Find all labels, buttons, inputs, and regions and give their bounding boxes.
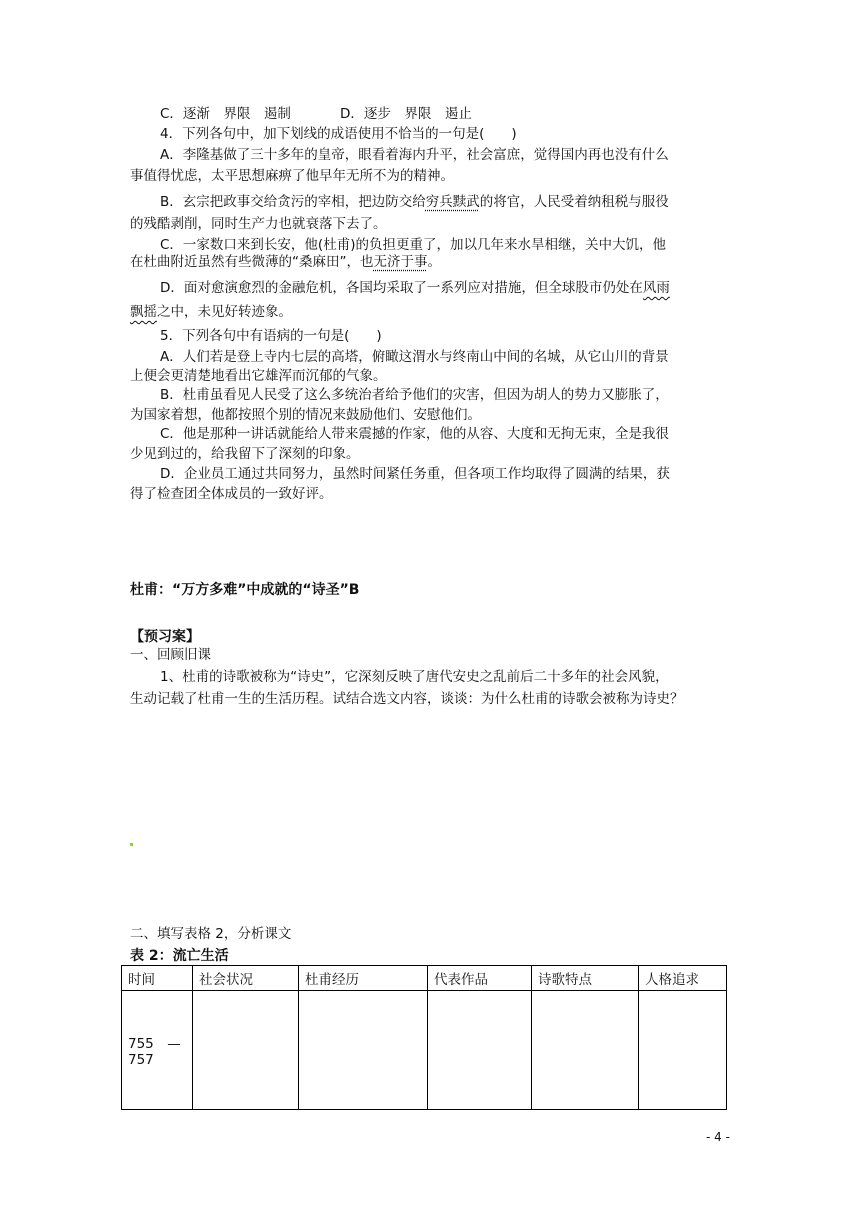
q4-a-line1: A．李隆基做了三十多年的皇帝，眼看着海内升平，社会富庶，觉得国内再也没有什么 — [160, 147, 669, 163]
q4-d-idiom-part2: 飘摇 — [130, 304, 157, 320]
society-cell[interactable] — [193, 991, 299, 1110]
time-line2: 757 — [128, 1052, 154, 1068]
q5-c-line2: 少见到过的，给我留下了深刻的印象。 — [130, 446, 360, 462]
q5-b-line2: 为国家着想，他都按照个别的情况来鼓励他们、安慰他们。 — [130, 407, 481, 423]
features-cell[interactable] — [532, 991, 639, 1110]
option-c: C．逐渐 界限 遏制 — [160, 106, 291, 122]
table-title: 表 2：流亡生活 — [130, 948, 229, 964]
option-d: D．逐步 界限 遏止 — [340, 106, 472, 122]
header-works: 代表作品 — [428, 966, 532, 991]
q4-stem: 4．下列各句中，加下划线的成语使用不恰当的一句是( ) — [160, 126, 517, 142]
q4-c-line2 — [130, 252, 441, 272]
review-question-line2: 生动记载了杜甫一生的生活历程。试结合选文内容，谈谈：为什么杜甫的诗歌会被称为诗史？ — [130, 691, 684, 707]
q4-c-idiom: 无济于事 — [373, 254, 428, 270]
q5-b-line1: B．杜甫虽看见人民受了这么多统治者给予他们的灾害，但因为胡人的势力又膨胀了， — [160, 387, 669, 403]
works-cell[interactable] — [428, 991, 532, 1110]
q4-b-line2: 的残酷剥削，同时生产力也就衰落下去了。 — [130, 216, 387, 232]
life-table — [121, 965, 727, 1110]
page-number: - 4 - — [706, 1130, 730, 1144]
q4-b-idiom: 穷兵黩武 — [425, 194, 480, 210]
q5-c-line1: C．他是那种一讲话就能给人带来震撼的作家，他的从容、大度和无拘无束，全是我很 — [160, 426, 669, 442]
q4-b-pre: B．玄宗把政事交给贪污的宰相，把边防交给 — [160, 194, 426, 210]
header-society: 社会状况 — [193, 966, 299, 991]
section-title: 杜甫：“万方多难”中成就的“诗圣”B — [130, 582, 360, 598]
fill-table-heading: 二、填写表格 2，分析课文 — [130, 926, 292, 942]
q4-d-idiom-part1: 风雨 — [642, 280, 670, 296]
q4-d-line1 — [160, 278, 670, 298]
time-cell — [122, 991, 193, 1110]
table-header-row — [122, 966, 727, 991]
review-heading: 一、回顾旧课 — [130, 647, 211, 663]
q4-b-post: 的将官，人民受着纳租税与服役 — [479, 194, 669, 210]
preview-title: 【预习案】 — [130, 629, 200, 645]
stray-mark — [130, 843, 133, 846]
review-question-line1: 1、杜甫的诗歌被称为“诗史”，它深刻反映了唐代安史之乱前后二十多年的社会风貌， — [160, 669, 669, 685]
q4-c-pre: 在杜曲附近虽然有些微薄的“桑麻田”，也 — [130, 254, 374, 270]
q5-d-line1: D．企业员工通过共同努力，虽然时间紧任务重，但各项工作均取得了圆满的结果，获 — [160, 466, 670, 482]
header-time: 时间 — [122, 966, 193, 991]
experience-cell[interactable] — [299, 991, 428, 1110]
q5-a-line2: 上便会更清楚地看出它雄浑而沉郁的气象。 — [130, 368, 387, 384]
q4-b-line1 — [160, 192, 669, 212]
q5-d-line2: 得了检查团全体成员的一致好评。 — [130, 486, 333, 502]
header-experience: 杜甫经历 — [299, 966, 428, 991]
q5-a-line1: A．人们若是登上寺内七层的高塔，俯瞰这渭水与终南山中间的名城，从它山川的背景 — [160, 349, 669, 365]
header-features: 诗歌特点 — [532, 966, 639, 991]
q4-d-post: 之中，未见好转迹象。 — [157, 304, 292, 320]
q4-d-pre: D．面对愈演愈烈的金融危机，各国均采取了一系列应对措施，但全球股市仍处在 — [160, 280, 643, 296]
q5-stem: 5．下列各句中有语病的一句是( ) — [160, 328, 382, 344]
table-row — [122, 991, 727, 1110]
q4-c-line1: C．一家数口来到长安，他(杜甫)的负担更重了，加以几年来水旱相继，关中大饥，他 — [160, 237, 666, 253]
q4-d-line2 — [130, 302, 292, 322]
q4-c-post: 。 — [427, 254, 441, 270]
q4-a-line2: 事值得忧虑，太平思想麻痹了他早年无所不为的精神。 — [130, 168, 454, 184]
time-line1: 755 — — [128, 1036, 181, 1052]
pursuit-cell[interactable] — [639, 991, 727, 1110]
header-pursuit: 人格追求 — [639, 966, 727, 991]
